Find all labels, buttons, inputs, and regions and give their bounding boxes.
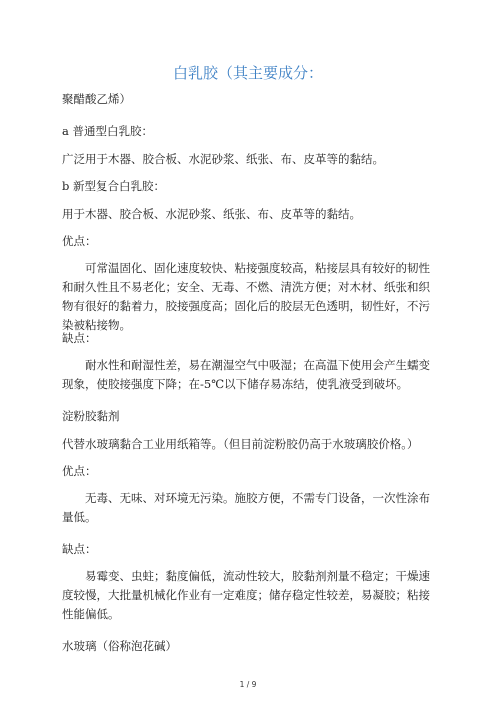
- text-line: 广泛用于木器、胶合板、水泥砂浆、纸张、布、皮革等的黏结。: [62, 152, 384, 166]
- text-line: a 普通型白乳胶：: [62, 124, 154, 138]
- paragraph-disadvantages: 耐水性和耐湿性差，易在潮湿空气中吸湿；在高温下使用会产生蠕变现象，使胶接强度下降；在-5℃以下储存易冻结，使乳液受到破坏。: [62, 358, 430, 391]
- text-line: b 新型复合白乳胶：: [62, 179, 166, 193]
- paragraph-advantages: 可常温固化、固化速度较快、粘接强度较高，粘接层具有较好的韧性和耐久性且不易老化；安全、无毒、不燃、清洗方便；对木材、纸张和织物有很好的黏着力，胶接强度高；固化后的胶层无色透明，韧性好，不污染被粘接物。: [62, 261, 430, 332]
- text-line: 缺点：: [62, 542, 97, 556]
- text-line: 代替水玻璃黏合工业用纸箱等。（但目前淀粉胶仍高于水玻璃胶价格。）: [62, 437, 419, 451]
- text-line: 淀粉胶黏剂: [62, 409, 120, 423]
- paragraph-starch-disadvantages: 易霉变、虫蛀；黏度偏低，流动性较大，胶黏剂剂量不稳定；干燥速度较慢，大批量机械化作业有一定难度；储存稳定性较差，易凝胶；粘接性能偏低。: [62, 569, 430, 621]
- page-number: 1 / 9: [239, 680, 257, 689]
- text-line: 缺点：: [62, 331, 97, 345]
- text-line: 优点：: [62, 464, 97, 478]
- text-line: 用于木器、胶合板、水泥砂浆、纸张、布、皮革等的黏结。: [62, 207, 361, 221]
- page-title: 白乳胶（其主要成分：: [172, 64, 323, 82]
- text-line: 优点：: [62, 234, 97, 248]
- paragraph-starch-advantages: 无毒、无味、对环境无污染。施胶方便，不需专门设备，一次性涂布量低。: [62, 491, 430, 524]
- text-line: 聚醋酸乙烯）: [62, 92, 131, 106]
- text-line: 水玻璃（俗称泡花碱）: [62, 639, 177, 653]
